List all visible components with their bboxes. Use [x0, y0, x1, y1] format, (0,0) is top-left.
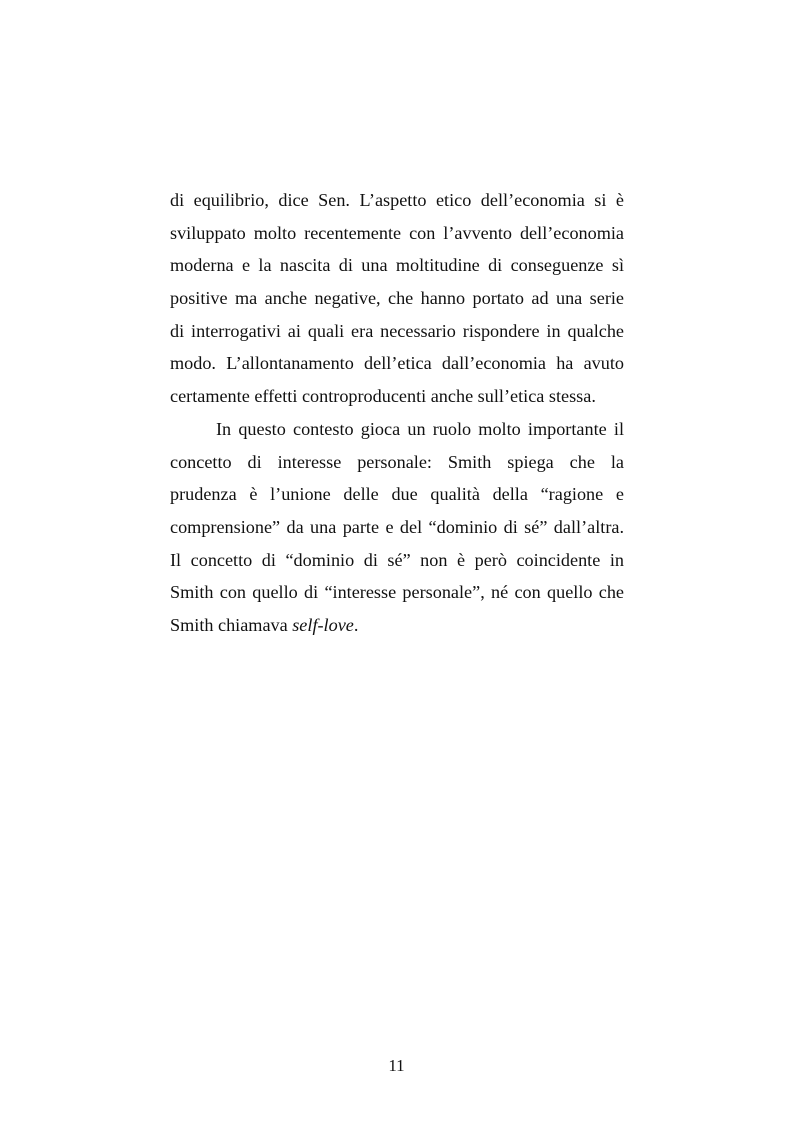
text-line: di equilibrio, dice Sen. L’aspetto etico dell’economia si è — [170, 190, 624, 210]
text-line: comprensione” da una parte e del “dominio di sé” dall’altra. — [170, 516, 624, 537]
paragraph-1 — [170, 184, 624, 413]
paragraph-2 — [170, 413, 624, 642]
text-line: Il concetto di “dominio di sé” non è però coincidente in — [170, 549, 624, 570]
text-line: Smith con quello di “interesse personale”, né con quello che — [170, 582, 624, 603]
text-line: moderna e la nascita di una moltitudine di conseguenze sì — [170, 255, 624, 276]
page-number: 11 — [388, 1056, 405, 1075]
final-line-prefix: Smith chiamava — [170, 614, 293, 635]
text-line: positive ma anche negative, che hanno portato ad una serie — [170, 288, 624, 309]
text-line: modo. L’allontanamento dell’etica dall’economia ha avuto — [170, 353, 624, 374]
final-line-suffix: . — [353, 614, 359, 635]
italic-term: self-love — [292, 614, 354, 635]
text-line: sviluppato molto recentemente con l’avvento dell’economia — [170, 222, 624, 243]
text-line-final — [170, 609, 624, 642]
text-line: concetto di interesse personale: Smith spiega che la — [170, 451, 624, 472]
text-line: certamente effetti controproducenti anche sull’etica stessa. — [170, 386, 596, 407]
body-text — [170, 184, 624, 642]
text-line: di interrogativi ai quali era necessario rispondere in qualche — [170, 320, 624, 341]
text-line: In questo contesto gioca un ruolo molto importante il — [216, 418, 624, 439]
text-line: prudenza è l’unione delle due qualità della “ragione e — [170, 484, 624, 505]
